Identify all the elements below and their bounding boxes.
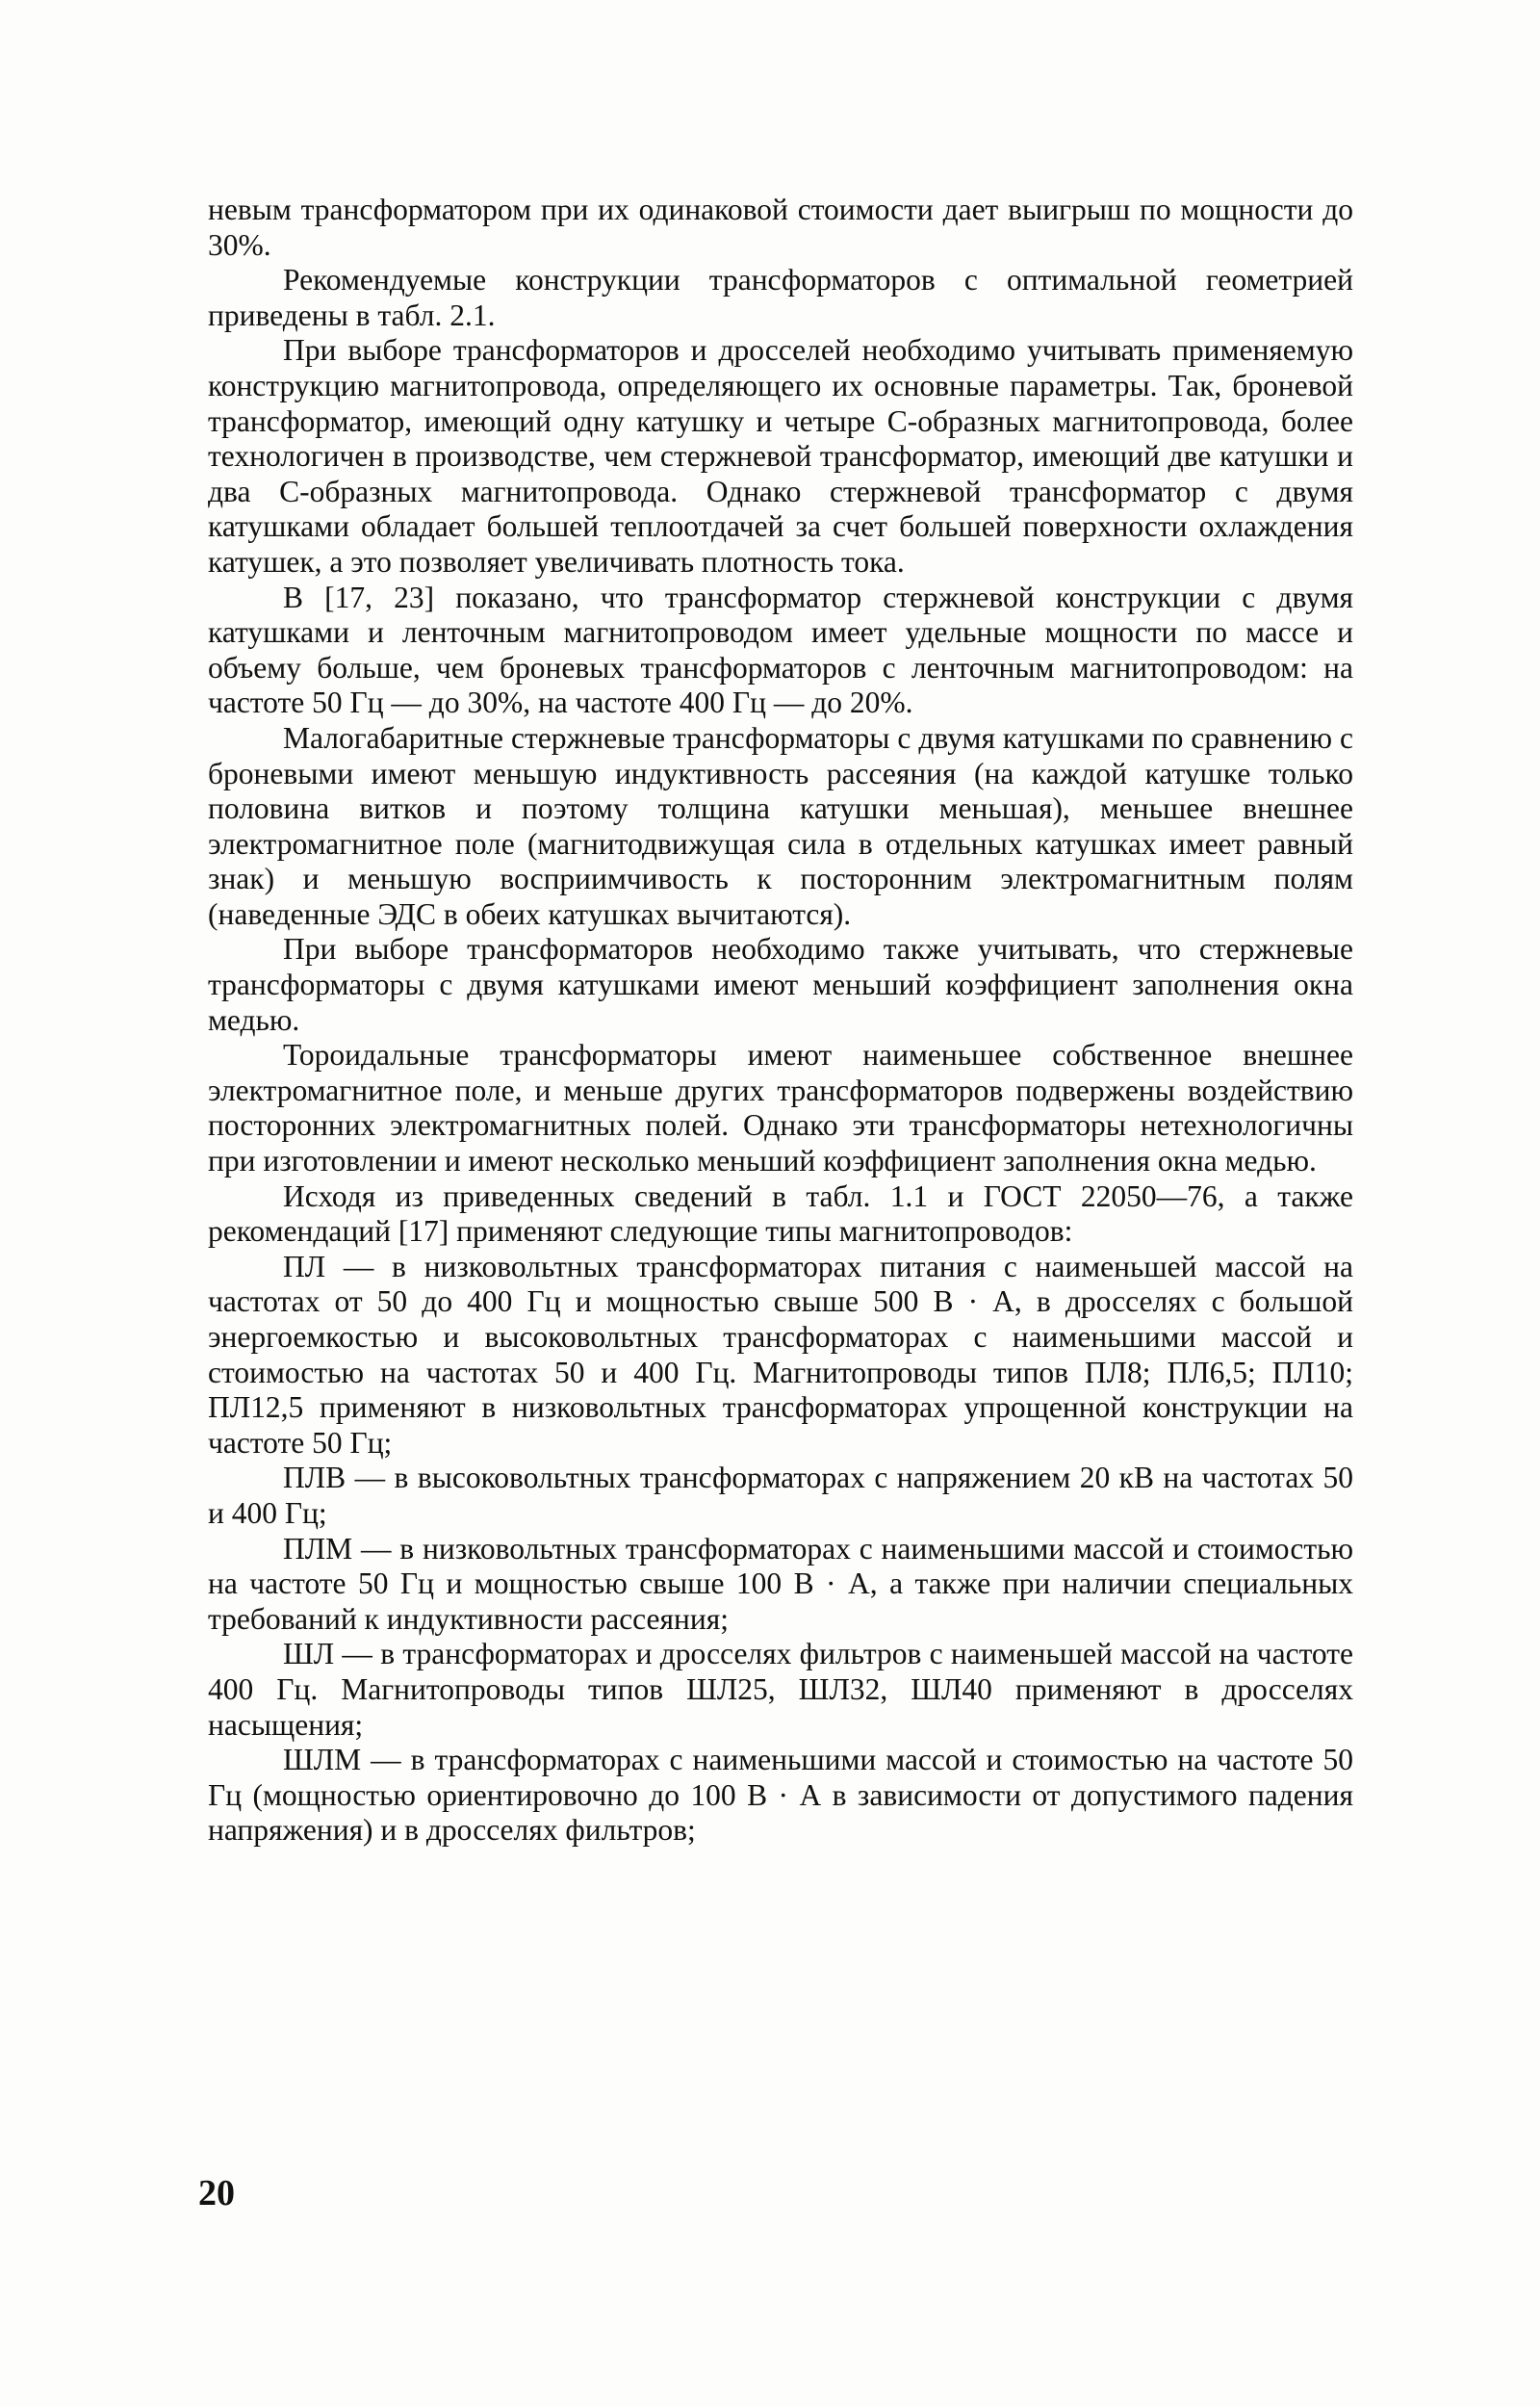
paragraph: Малогабаритные стержневые трансформаторы с двумя катушками по сравнению с броневыми имеют меньшую индуктивность рассеяния (на каждой катушке только половина витков и поэтому толщина катушки меньшая), меньшее внешнее электромагнитное поле (магнитодвижущая сила в отдельных катушках имеет равный знак) и меньшую восприимчивость к посторонним электромагнитным полям (наведенные ЭДС в обеих катушках вычитаются). (208, 720, 1353, 931)
list-item-plm: ПЛМ — в низковольтных трансформаторах с наименьшими массой и стоимостью на частоте 50 Гц и мощностью свыше 100 В · А, а также при наличии специальных требований к индуктивности рассеяния; (208, 1531, 1353, 1636)
paragraph-continuation: невым трансформатором при их одинаковой стоимости дает выигрыш по мощности до 30%. (208, 193, 1353, 262)
list-item-plv: ПЛВ — в высоковольтных трансформаторах с напряжением 20 кВ на частотах 50 и 400 Гц; (208, 1461, 1353, 1530)
paragraph: В [17, 23] показано, что трансформатор стержневой конструкции с двумя катушками и ленточным магнитопроводом имеет удельные мощности по массе и объему больше, чем броневых трансформаторов с ленточным магнитопроводом: на частоте 50 Гц — до 30%, на частоте 400 Гц — до 20%. (208, 580, 1353, 720)
paragraph: При выборе трансформаторов необходимо также учитывать, что стержневые трансформаторы с двумя катушками имеют меньший коэффициент заполнения окна медью. (208, 932, 1353, 1037)
body-text (208, 193, 1353, 1849)
list-item-pl: ПЛ — в низковольтных трансформаторах питания с наименьшей массой на частотах от 50 до 400 Гц и мощностью свыше 500 В · А, в дросселях с большой энергоемкостью и высоковольтных трансформаторах с наименьшими массой и стоимостью на частотах 50 и 400 Гц. Магнитопроводы типов ПЛ8; ПЛ6,5; ПЛ10; ПЛ12,5 применяют в низковольтных трансформаторах упрощенной конструкции на частоте 50 Гц; (208, 1249, 1353, 1460)
list-item-shl: ШЛ — в трансформаторах и дросселях фильтров с наименьшей массой на частоте 400 Гц. Магнитопроводы типов ШЛ25, ШЛ32, ШЛ40 применяют в дросселях насыщения; (208, 1637, 1353, 1742)
paragraph: При выборе трансформаторов и дросселей необходимо учитывать применяемую конструкцию магнитопровода, определяющего их основные параметры. Так, броневой трансформатор, имеющий одну катушку и четыре С-образных магнитопровода, более технологичен в производстве, чем стержневой трансформатор, имеющий две катушки и два С-образных магнитопровода. Однако стержневой трансформатор с двумя катушками обладает большей теплоотдачей за счет большей поверхности охлаждения катушек, а это позволяет увеличивать плотность тока. (208, 333, 1353, 579)
paragraph: Исходя из приведенных сведений в табл. 1.1 и ГОСТ 22050—76, а также рекомендаций [17] применяют следующие типы магнитопроводов: (208, 1178, 1353, 1249)
list-item-shlm: ШЛМ — в трансформаторах с наименьшими массой и стоимостью на частоте 50 Гц (мощностью ориентировочно до 100 В · А в зависимости от допустимого падения напряжения) и в дросселях фильтров; (208, 1743, 1353, 1848)
paragraph: Рекомендуемые конструкции трансформаторов с оптимальной геометрией приведены в табл. 2.1. (208, 263, 1353, 332)
paragraph: Тороидальные трансформаторы имеют наименьшее собственное внешнее электромагнитное поле, и меньше других трансформаторов подвержены воздействию посторонних электромагнитных полей. Однако эти трансформаторы нетехнологичны при изготовлении и имеют несколько меньший коэффициент заполнения окна медью. (208, 1038, 1353, 1178)
page-number: 20 (198, 2173, 235, 2213)
